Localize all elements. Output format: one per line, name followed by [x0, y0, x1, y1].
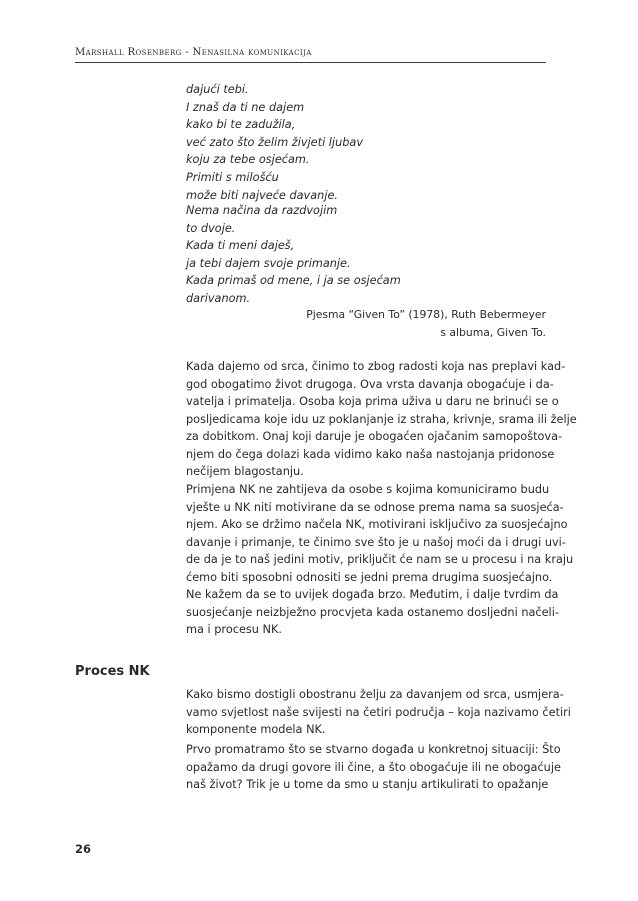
poem-stanza-2: [186, 202, 546, 308]
text-line: ma i procesu NK.: [186, 623, 282, 637]
poem-line: već zato što želim živjeti ljubav: [186, 135, 364, 149]
body-paragraph-1: [186, 358, 577, 481]
text-line: nečijem blagostanju.: [186, 465, 304, 479]
poem-line: to dvoje.: [186, 221, 236, 235]
poem-line: može biti najveće davanje.: [186, 188, 339, 202]
text-line: Primjena NK ne zahtijeva da osobe s kojima komuniciramo budu: [186, 483, 550, 496]
text-line: ćemo biti sposobni odnositi se jedni prema drugima suosjećajno.: [186, 570, 553, 584]
running-header: Marshall Rosenberg - Nenasilna komunikacija: [75, 47, 312, 58]
text-line: Kako bismo dostigli obostranu želju za davanjem od srca, usmjera-: [186, 688, 564, 701]
poem-credit: [186, 306, 546, 341]
poem-line: Nema načina da razdvojim: [186, 204, 338, 217]
text-line: davanje i primanje, te činimo sve što je u našoj moći da i drugi uvi-: [186, 535, 566, 549]
poem-line: dajući tebi.: [186, 83, 249, 96]
section-heading: Proces NK: [75, 664, 150, 679]
poem-line: I znaš da ti ne dajem: [186, 100, 305, 114]
poem-line: Kada primaš od mene, i ja se osjećam: [186, 274, 401, 288]
text-line: suosjećanje neizbježno procvjeta kada ostanemo dosljedni načeli-: [186, 605, 559, 619]
text-line: za dobitkom. Onaj koji daruje je obogaćen ojačanim samopoštova-: [186, 430, 563, 444]
poem-line: kako bi te zadužila,: [186, 118, 296, 132]
text-line: vamo svjetlost naše svijesti na četiri područja – koja nazivamo četiri: [186, 705, 571, 719]
text-line: Prvo promatramo što se stvarno događa u konkretnoj situaciji: Što: [186, 743, 561, 756]
poem-line: Primiti s milošću: [186, 170, 279, 184]
credit-line: s albuma, Given To.: [440, 325, 546, 339]
poem-line: koju za tebe osjećam.: [186, 153, 310, 167]
body-paragraph-3: [186, 686, 571, 739]
text-line: Kada dajemo od srca, činimo to zbog radosti koja nas preplavi kad-: [186, 360, 566, 373]
poem-line: ja tebi dajem svoje primanje.: [186, 256, 351, 270]
credit-line: Pjesma “Given To” (1978), Ruth Bebermeyer: [306, 308, 546, 321]
text-line: posljedicama koje idu uz poklanjanje iz straha, krivnje, srama ili želje: [186, 412, 577, 426]
poem-stanza-1: [186, 81, 546, 204]
poem-line: Kada ti meni daješ,: [186, 239, 295, 253]
text-line: naš život? Trik je u tome da smo u stanju artikulirati to opažanje: [186, 778, 549, 792]
text-line: de da je to naš jedini motiv, priključit će nam se u procesu i na kraju: [186, 553, 574, 567]
header-rule: [75, 62, 546, 63]
text-line: vješte u NK niti motivirane da se odnose prema nama sa suosjeća-: [186, 500, 564, 514]
text-line: njem do čega dolazi kada vidimo kako naša nastojanja pridonose: [186, 447, 555, 461]
text-line: komponente modela NK.: [186, 723, 326, 737]
text-line: Ne kažem da se to uvijek događa brzo. Međutim, i dalje tvrdim da: [186, 588, 559, 602]
text-line: god obogatimo život drugoga. Ova vrsta davanja obogaćuje i da-: [186, 377, 554, 391]
page-number: 26: [75, 842, 92, 856]
body-paragraph-2: [186, 481, 574, 639]
text-line: opažamo da drugi govore ili čine, a što obogaćuje ili ne obogaćuje: [186, 760, 561, 774]
text-line: vatelja i primatelja. Osoba koja prima uživa u daru ne brinući se o: [186, 395, 559, 409]
body-paragraph-4: [186, 741, 561, 794]
text-line: njem. Ako se držimo načela NK, motivirani isključivo za suosjećajno: [186, 518, 568, 532]
poem-line: darivanom.: [186, 291, 251, 305]
